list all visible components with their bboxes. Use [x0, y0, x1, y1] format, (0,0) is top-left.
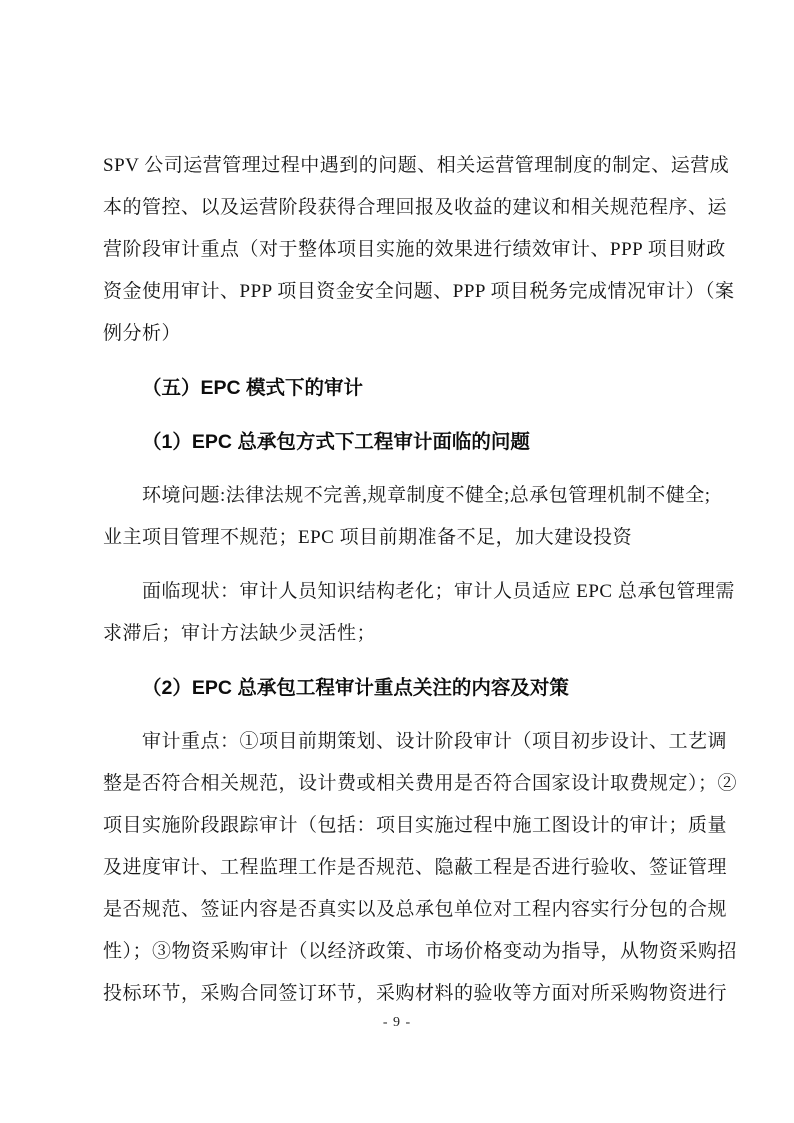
text-line: 审计重点：①项目前期策划、设计阶段审计（项目初步设计、工艺调	[142, 731, 728, 752]
text-line: 业主项目管理不规范；EPC 项目前期准备不足，加大建设投资	[103, 527, 633, 548]
text-line: 及进度审计、工程监理工作是否规范、隐蔽工程是否进行验收、签证管理	[103, 857, 728, 878]
text-line: 是否规范、签证内容是否真实以及总承包单位对工程内容实行分包的合规	[103, 899, 728, 920]
paragraph-audit-key-points	[103, 721, 738, 1015]
section-heading-5-epc-audit: （五）EPC 模式下的审计	[142, 377, 364, 399]
paragraph-continuation	[103, 145, 735, 355]
text-line: 性）；③物资采购审计（以经济政策、市场价格变动为指导，从物资采购招	[103, 941, 738, 962]
paragraph-environment-issues	[103, 475, 711, 559]
text-line: 整是否符合相关规范，设计费或相关费用是否符合国家设计取费规定）；②	[103, 773, 738, 794]
text-line: 环境问题:法律法规不完善,规章制度不健全;总承包管理机制不健全;	[142, 485, 711, 506]
text-line: 面临现状：审计人员知识结构老化；审计人员适应 EPC 总承包管理需	[142, 581, 735, 602]
text-line: 投标环节，采购合同签订环节，采购材料的验收等方面对所采购物资进行	[103, 983, 728, 1004]
text-line: 本的管控、以及运营阶段获得合理回报及收益的建议和相关规范程序、运	[103, 197, 728, 218]
page-number: - 9 -	[382, 1015, 412, 1030]
text-line: 营阶段审计重点（对于整体项目实施的效果进行绩效审计、PPP 项目财政	[103, 239, 726, 260]
text-line: 例分析）	[103, 323, 182, 344]
text-line: 资金使用审计、PPP 项目资金安全问题、PPP 项目税务完成情况审计）（案	[103, 281, 735, 302]
subsection-heading-2-epc-audit-focus: （2）EPC 总承包工程审计重点关注的内容及对策	[142, 677, 569, 699]
paragraph-current-status	[103, 571, 735, 655]
text-line: SPV 公司运营管理过程中遇到的问题、相关运营管理制度的制定、运营成	[103, 155, 730, 176]
subsection-heading-1-epc-audit-problems: （1）EPC 总承包方式下工程审计面临的问题	[142, 431, 530, 453]
page-body	[103, 145, 738, 1015]
text-line: 项目实施阶段跟踪审计（包括：项目实施过程中施工图设计的审计；质量	[103, 815, 728, 836]
text-line: 求滞后；审计方法缺少灵活性；	[103, 623, 377, 644]
